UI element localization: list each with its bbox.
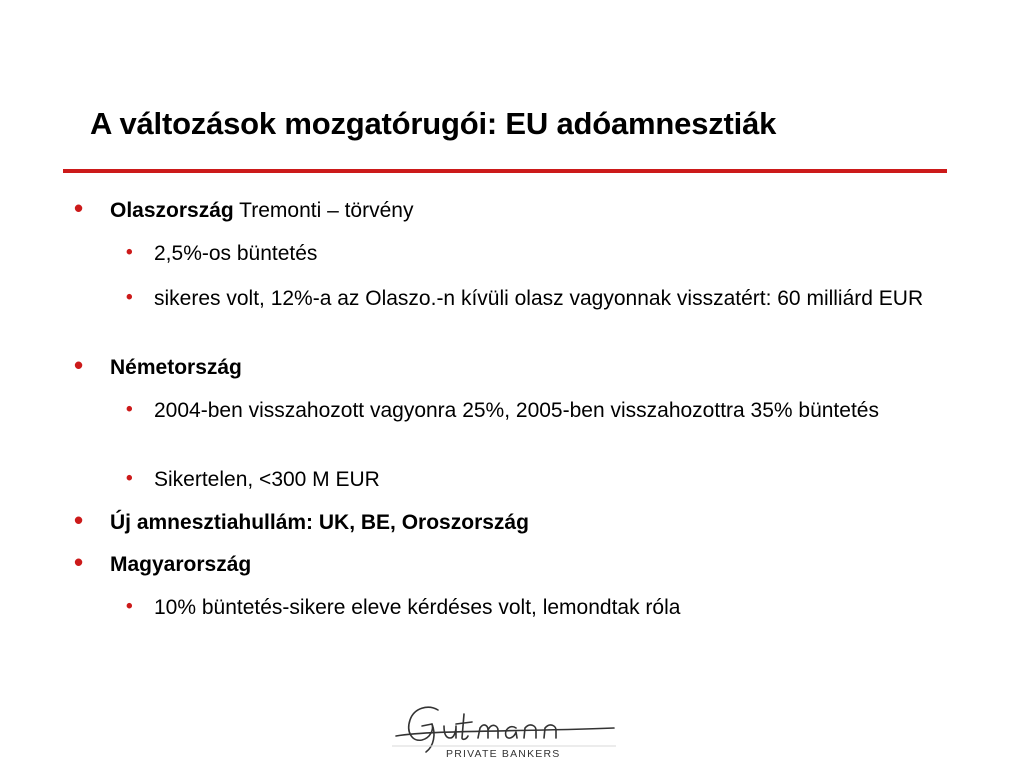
bullet-bold-text: Új amnesztiahullám: UK, BE, Oroszország [110, 511, 529, 534]
bullet-germany [74, 350, 970, 380]
bullet-dot-icon: • [126, 242, 133, 263]
title-underline [63, 169, 947, 173]
bullet-new-amnesty-wave [74, 505, 970, 535]
subbullet-italy-result [126, 286, 954, 311]
subbullet-germany-result [126, 467, 954, 492]
bullet-hungary [74, 547, 970, 577]
subbullet-hungary [126, 595, 954, 620]
bullet-dot-icon: • [74, 505, 84, 535]
bullet-bold-text: Magyarország [110, 553, 252, 576]
subbullet-germany-penalty [126, 398, 954, 423]
bullet-text: Sikertelen, <300 M EUR [154, 468, 380, 491]
bullet-text: 10% büntetés-sikere eleve kérdéses volt, lemondtak róla [154, 596, 681, 619]
bullet-dot-icon: • [126, 596, 133, 617]
subbullet-italy-penalty [126, 241, 954, 266]
bullet-dot-icon: • [126, 399, 133, 420]
bullet-bold-text: Németország [110, 356, 242, 379]
bullet-dot-icon: • [74, 547, 84, 577]
bullet-text: 2,5%-os büntetés [154, 242, 318, 265]
slide-title: A változások mozgatórugói: EU adóamnesztiák [90, 106, 777, 141]
bullet-dot-icon: • [74, 193, 84, 223]
bullet-dot-icon: • [126, 468, 133, 489]
logo-subtitle: PRIVATE BANKERS [446, 748, 561, 760]
bullet-dot-icon: • [126, 287, 133, 308]
bullet-text: sikeres volt, 12%-a az Olaszo.-n kívüli olasz vagyonnak visszatért: 60 milliárd EUR [154, 287, 924, 310]
bullet-dot-icon: • [74, 350, 84, 380]
bullet-bold-text: Olaszország [110, 199, 234, 222]
bullet-italy [74, 193, 970, 223]
bullet-text: 2004-ben visszahozott vagyonra 25%, 2005-ben visszahozottra 35% büntetés [154, 399, 879, 422]
bullet-text: Tremonti – törvény [233, 199, 414, 222]
